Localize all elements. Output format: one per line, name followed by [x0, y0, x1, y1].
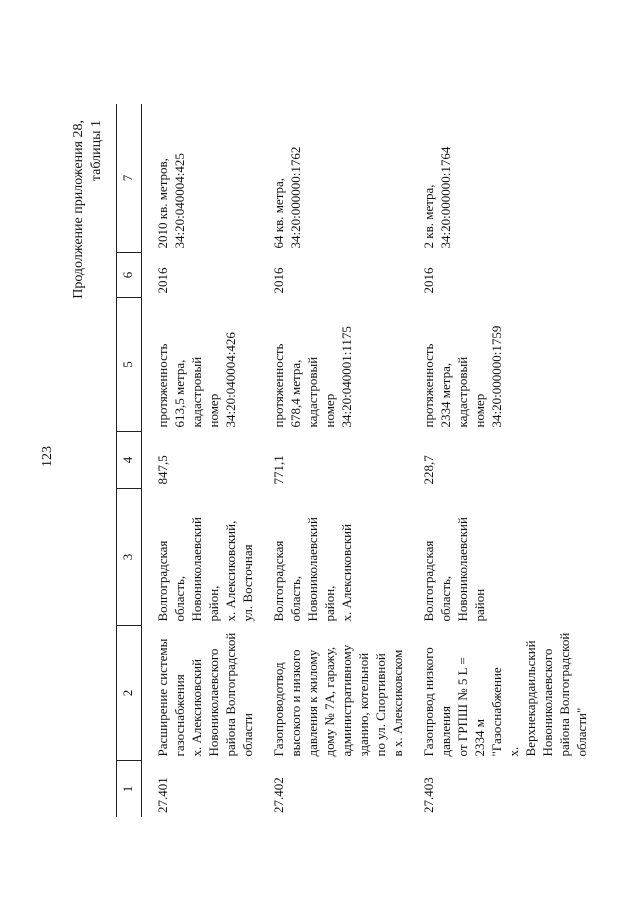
cell-line: района Волгоградской — [223, 632, 238, 757]
header-cell-2: 2 — [117, 626, 142, 761]
cell-line: Новониколаевского — [540, 648, 555, 757]
cell-line: х. Алексиковский, — [223, 520, 238, 622]
cell-line: административному — [339, 644, 354, 757]
table-cell-c5 — [142, 298, 259, 432]
table-cell-c6: 2016 — [421, 267, 436, 294]
cell-line: номер — [206, 393, 221, 428]
header-cell-4: 4 — [117, 432, 142, 489]
header-cell-7: 7 — [117, 104, 142, 253]
cell-line: давления — [438, 705, 453, 757]
continuation-line-2: таблицы 1 — [89, 120, 104, 182]
header-cell-3: 3 — [117, 489, 142, 626]
table-body — [142, 104, 593, 817]
cell-line: район, — [322, 585, 337, 622]
table-row — [408, 104, 592, 817]
table-cell-c6: 2016 — [155, 267, 170, 294]
table-cell-c5 — [408, 298, 592, 432]
cell-line: кадастровый — [455, 356, 470, 428]
cell-line: Новониколаевский — [189, 517, 204, 622]
table-cell-c6: 2016 — [271, 267, 286, 294]
cell-line: области — [240, 713, 255, 757]
cell-line: х. Алексиковский — [339, 523, 354, 622]
table-cell-c2 — [142, 626, 259, 761]
table-row — [258, 104, 408, 817]
header-row — [117, 104, 142, 817]
cell-line: 34:20:040001:1175 — [339, 326, 354, 428]
continuation-note — [70, 120, 106, 299]
data-table — [116, 104, 592, 817]
cell-line: 613,5 метра, — [172, 359, 187, 428]
cell-line: Газопроводотвод — [271, 662, 286, 757]
cell-line: газоснабжения — [172, 674, 187, 757]
page-number: 123 — [40, 446, 55, 467]
cell-line: "Газоснабжение — [489, 667, 504, 757]
cell-line: от ГРПШ № 5 L = 2334 м — [455, 657, 487, 757]
cell-line: 34:20:000000:1762 — [288, 146, 303, 249]
cell-line: протяженность — [271, 343, 286, 428]
table-cell-c4: 228,7 — [421, 455, 436, 485]
cell-line: район — [472, 588, 487, 622]
cell-line: номер — [322, 393, 337, 428]
cell-line: Расширение системы — [155, 638, 170, 757]
cell-line: зданию, котельной — [356, 652, 371, 757]
continuation-line-1: Продолжение приложения 28, — [71, 120, 86, 299]
cell-line: Газопровод низкого — [421, 647, 436, 757]
table-cell-c5 — [258, 298, 408, 432]
cell-line: 34:20:000000:1759 — [489, 325, 504, 428]
cell-line: район, — [206, 585, 221, 622]
cell-line: 2010 кв. метров, — [155, 158, 170, 249]
cell-line: Новониколаевского — [206, 648, 221, 757]
table-cell-c1: 27.403 — [421, 777, 436, 813]
cell-line: 678,4 метра, — [288, 359, 303, 428]
cell-line: в х. Алексиковском — [390, 649, 405, 757]
table-cell-c2 — [408, 626, 592, 761]
cell-line: номер — [472, 393, 487, 428]
cell-line: х. Алексиковский — [189, 658, 204, 757]
table-cell-c2 — [258, 626, 408, 761]
cell-line: Новониколаевский — [455, 517, 470, 622]
cell-line: х. Верхнекардаильский — [506, 640, 538, 757]
header-cell-5: 5 — [117, 298, 142, 432]
table-cell-c7 — [142, 104, 259, 253]
cell-line: кадастровый — [189, 356, 204, 428]
table-cell-c3 — [142, 489, 259, 626]
cell-line: ул. Восточная — [240, 544, 255, 622]
table-cell-c3 — [408, 489, 592, 626]
cell-line: Новониколаевский — [305, 517, 320, 622]
cell-line: по ул. Спортивной — [373, 653, 388, 757]
cell-line: высокого и низкого — [288, 649, 303, 757]
table-cell-c7 — [258, 104, 408, 253]
table-cell-c4: 771,1 — [271, 455, 286, 485]
cell-line: Волгоградская область, — [421, 540, 453, 622]
cell-line: 34:20:040004:426 — [223, 332, 238, 428]
cell-line: дому № 7А, гаражу, — [322, 646, 337, 757]
cell-line: Волгоградская область, — [271, 540, 303, 622]
header-cell-6: 6 — [117, 253, 142, 298]
cell-line: давления к жилому — [305, 649, 320, 757]
table-cell-c1: 27.402 — [271, 777, 286, 813]
table-cell-c4: 847,5 — [155, 455, 170, 485]
cell-line: области" — [574, 707, 589, 757]
cell-line: района Волгоградской — [557, 632, 572, 757]
table-cell-c3 — [258, 489, 408, 626]
table-row — [142, 104, 259, 817]
header-cell-1: 1 — [117, 761, 142, 818]
cell-line: протяженность — [421, 343, 436, 428]
cell-line: 2 кв. метра, — [421, 184, 436, 249]
table-cell-c1: 27.401 — [155, 777, 170, 813]
cell-line: 2334 метра, — [438, 362, 453, 428]
table-cell-c7 — [408, 104, 592, 253]
cell-line: протяженность — [155, 343, 170, 428]
cell-line: 64 кв. метра, — [271, 177, 286, 249]
cell-line: 34:20:040004:425 — [172, 153, 187, 249]
cell-line: кадастровый — [305, 356, 320, 428]
cell-line: Волгоградская область, — [155, 540, 187, 622]
cell-line: 34:20:000000:1764 — [438, 146, 453, 249]
